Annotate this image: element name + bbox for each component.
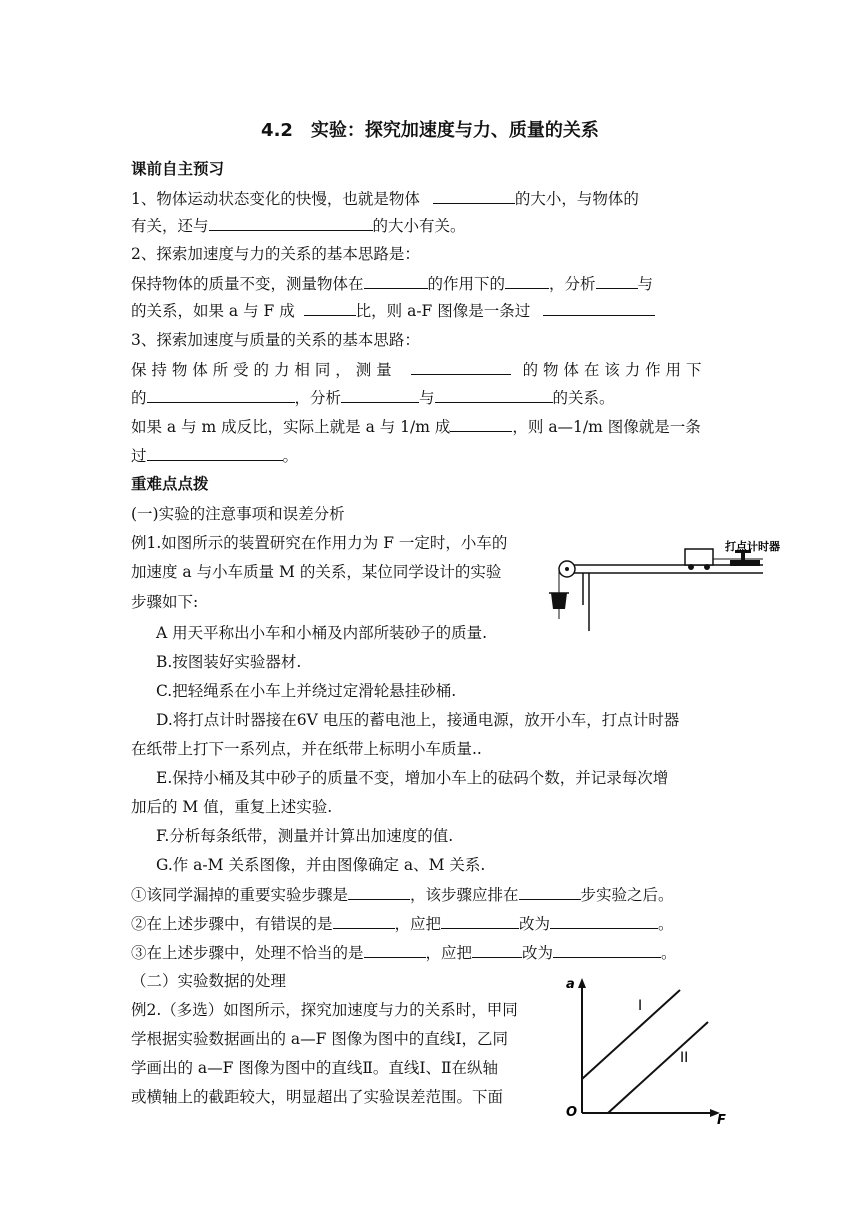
answer-blank[interactable] [543, 300, 655, 316]
step-d-line-1: D.将打点计时器接在6V 电压的蓄电池上，接通电源，放开小车，打点计时器 [156, 711, 680, 729]
question-3-line-3: 如果 a 与 m 成反比，实际上就是 a 与 1/m 成 ，则 a—1/m 图像就是一条 [131, 418, 701, 436]
answer-blank[interactable] [364, 273, 428, 289]
y-axis-label: a [566, 977, 575, 992]
step-c: C.把轻绳系在小车上并绕过定滑轮悬挂砂桶. [156, 682, 457, 700]
step-e-line-1: E.保持小桶及其中砂子的质量不变，增加小车上的砝码个数，并记录每次增 [156, 769, 669, 787]
answer-blank[interactable] [519, 884, 581, 900]
section-key-points-heading: 重难点点拨 [131, 475, 209, 493]
example-2-line-2: 学根据实验数据画出的 a—F 图像为图中的直线Ⅰ，乙同 [131, 1030, 508, 1048]
a-f-graph [560, 972, 732, 1126]
answer-blank[interactable] [304, 300, 356, 316]
answer-blank[interactable] [411, 359, 511, 375]
question-1-line-2: 有关，还与 的大小有关。 [131, 217, 466, 235]
example-1-line-3: 步骤如下: [131, 593, 199, 611]
example-1-question-3: ③在上述步骤中，处理不恰当的是 ，应把 改为 。 [131, 944, 677, 962]
timer-label: 打点计时器 [725, 540, 780, 553]
line-2-label: II [680, 1050, 689, 1066]
example-1-question-2: ②在上述步骤中，有错误的是 ，应把 改为 。 [131, 915, 674, 933]
sand-bucket-icon [551, 593, 567, 609]
answer-blank[interactable] [333, 913, 395, 929]
step-e-line-2: 加后的 M 值，重复上述实验. [131, 798, 333, 816]
cart-wheel [688, 564, 694, 570]
step-d-line-2: 在纸带上打下一系列点，并在纸带上标明小车质量.. [131, 740, 482, 758]
example-1-line-2: 加速度 a 与小车质量 M 的关系，某位同学设计的实验 [131, 563, 502, 581]
answer-blank[interactable] [147, 387, 295, 403]
cart-icon [685, 549, 713, 565]
timer-base [730, 560, 760, 566]
question-2-heading: 2、探索加速度与力的关系的基本思路是： [131, 245, 420, 263]
question-3-line-2: 的 ，分析 与 的关系。 [131, 389, 615, 407]
question-2-line-2: 的关系，如果 a 与 F 成 比，则 a-F 图像是一条过 [131, 300, 655, 321]
question-3-line-1: 保 持 物 体 所 受 的 力 相 同 ， 测 量 的 物 体 在 该 力 作 用 下 [131, 361, 702, 379]
y-axis-arrow [578, 978, 586, 988]
origin-label: O [566, 1105, 578, 1120]
question-1-line-1: 1、物体运动状态变化的快慢，也就是物体 的大小，与物体的 [131, 190, 639, 208]
answer-blank[interactable] [505, 273, 549, 289]
answer-blank[interactable] [433, 188, 515, 204]
step-a: A 用天平称出小车和小桶及内部所装砂子的质量. [156, 624, 488, 642]
answer-blank[interactable] [441, 913, 519, 929]
page-title: 4.2 实验：探究加速度与力、质量的关系 [261, 120, 599, 141]
line-2 [608, 1022, 708, 1113]
answer-blank[interactable] [472, 942, 522, 958]
example-1-line-1: 例1.如图所示的装置研究在作用力为 F 一定时，小车的 [131, 534, 508, 552]
question-3-line-4: 过 。 [131, 447, 299, 465]
example-2-line-3: 学画出的 a—F 图像为图中的直线Ⅱ。直线Ⅰ、Ⅱ在纵轴 [131, 1059, 499, 1077]
answer-blank[interactable] [147, 445, 283, 461]
answer-blank[interactable] [553, 942, 661, 958]
step-b: B.按图装好实验器材. [156, 653, 302, 671]
subsection-1-heading: (一)实验的注意事项和误差分析 [131, 505, 345, 523]
x-axis-label: F [717, 1113, 726, 1126]
subsection-2-heading: （二）实验数据的处理 [131, 972, 287, 990]
answer-blank[interactable] [209, 215, 373, 231]
question-2-line-1: 保持物体的质量不变，测量物体在 的作用下的 ，分析 与 [131, 275, 654, 293]
answer-blank[interactable] [550, 913, 658, 929]
answer-blank[interactable] [364, 942, 426, 958]
answer-blank[interactable] [348, 884, 410, 900]
step-f: F.分析每条纸带，测量并计算出加速度的值. [156, 827, 454, 845]
answer-blank[interactable] [435, 387, 553, 403]
example-2-line-1: 例2.（多选）如图所示，探究加速度与力的关系时，甲同 [131, 1001, 518, 1019]
pulley-axle [565, 567, 569, 571]
example-1-question-1: ①该同学漏掉的重要实验步骤是 ，该步骤应排在 步实验之后。 [131, 886, 674, 904]
apparatus-figure [545, 535, 795, 635]
answer-blank[interactable] [596, 273, 638, 289]
step-g: G.作 a-M 关系图像，并由图像确定 a、M 关系. [156, 856, 486, 874]
line-1-label: I [638, 998, 643, 1014]
question-3-heading: 3、探索加速度与质量的关系的基本思路： [131, 331, 420, 349]
answer-blank[interactable] [450, 416, 512, 432]
line-1 [582, 990, 680, 1079]
cart-wheel [704, 564, 710, 570]
section-preview-heading: 课前自主预习 [131, 160, 225, 178]
answer-blank[interactable] [341, 387, 419, 403]
example-2-line-4: 或横轴上的截距较大，明显超出了实验误差范围。下面 [131, 1088, 504, 1106]
